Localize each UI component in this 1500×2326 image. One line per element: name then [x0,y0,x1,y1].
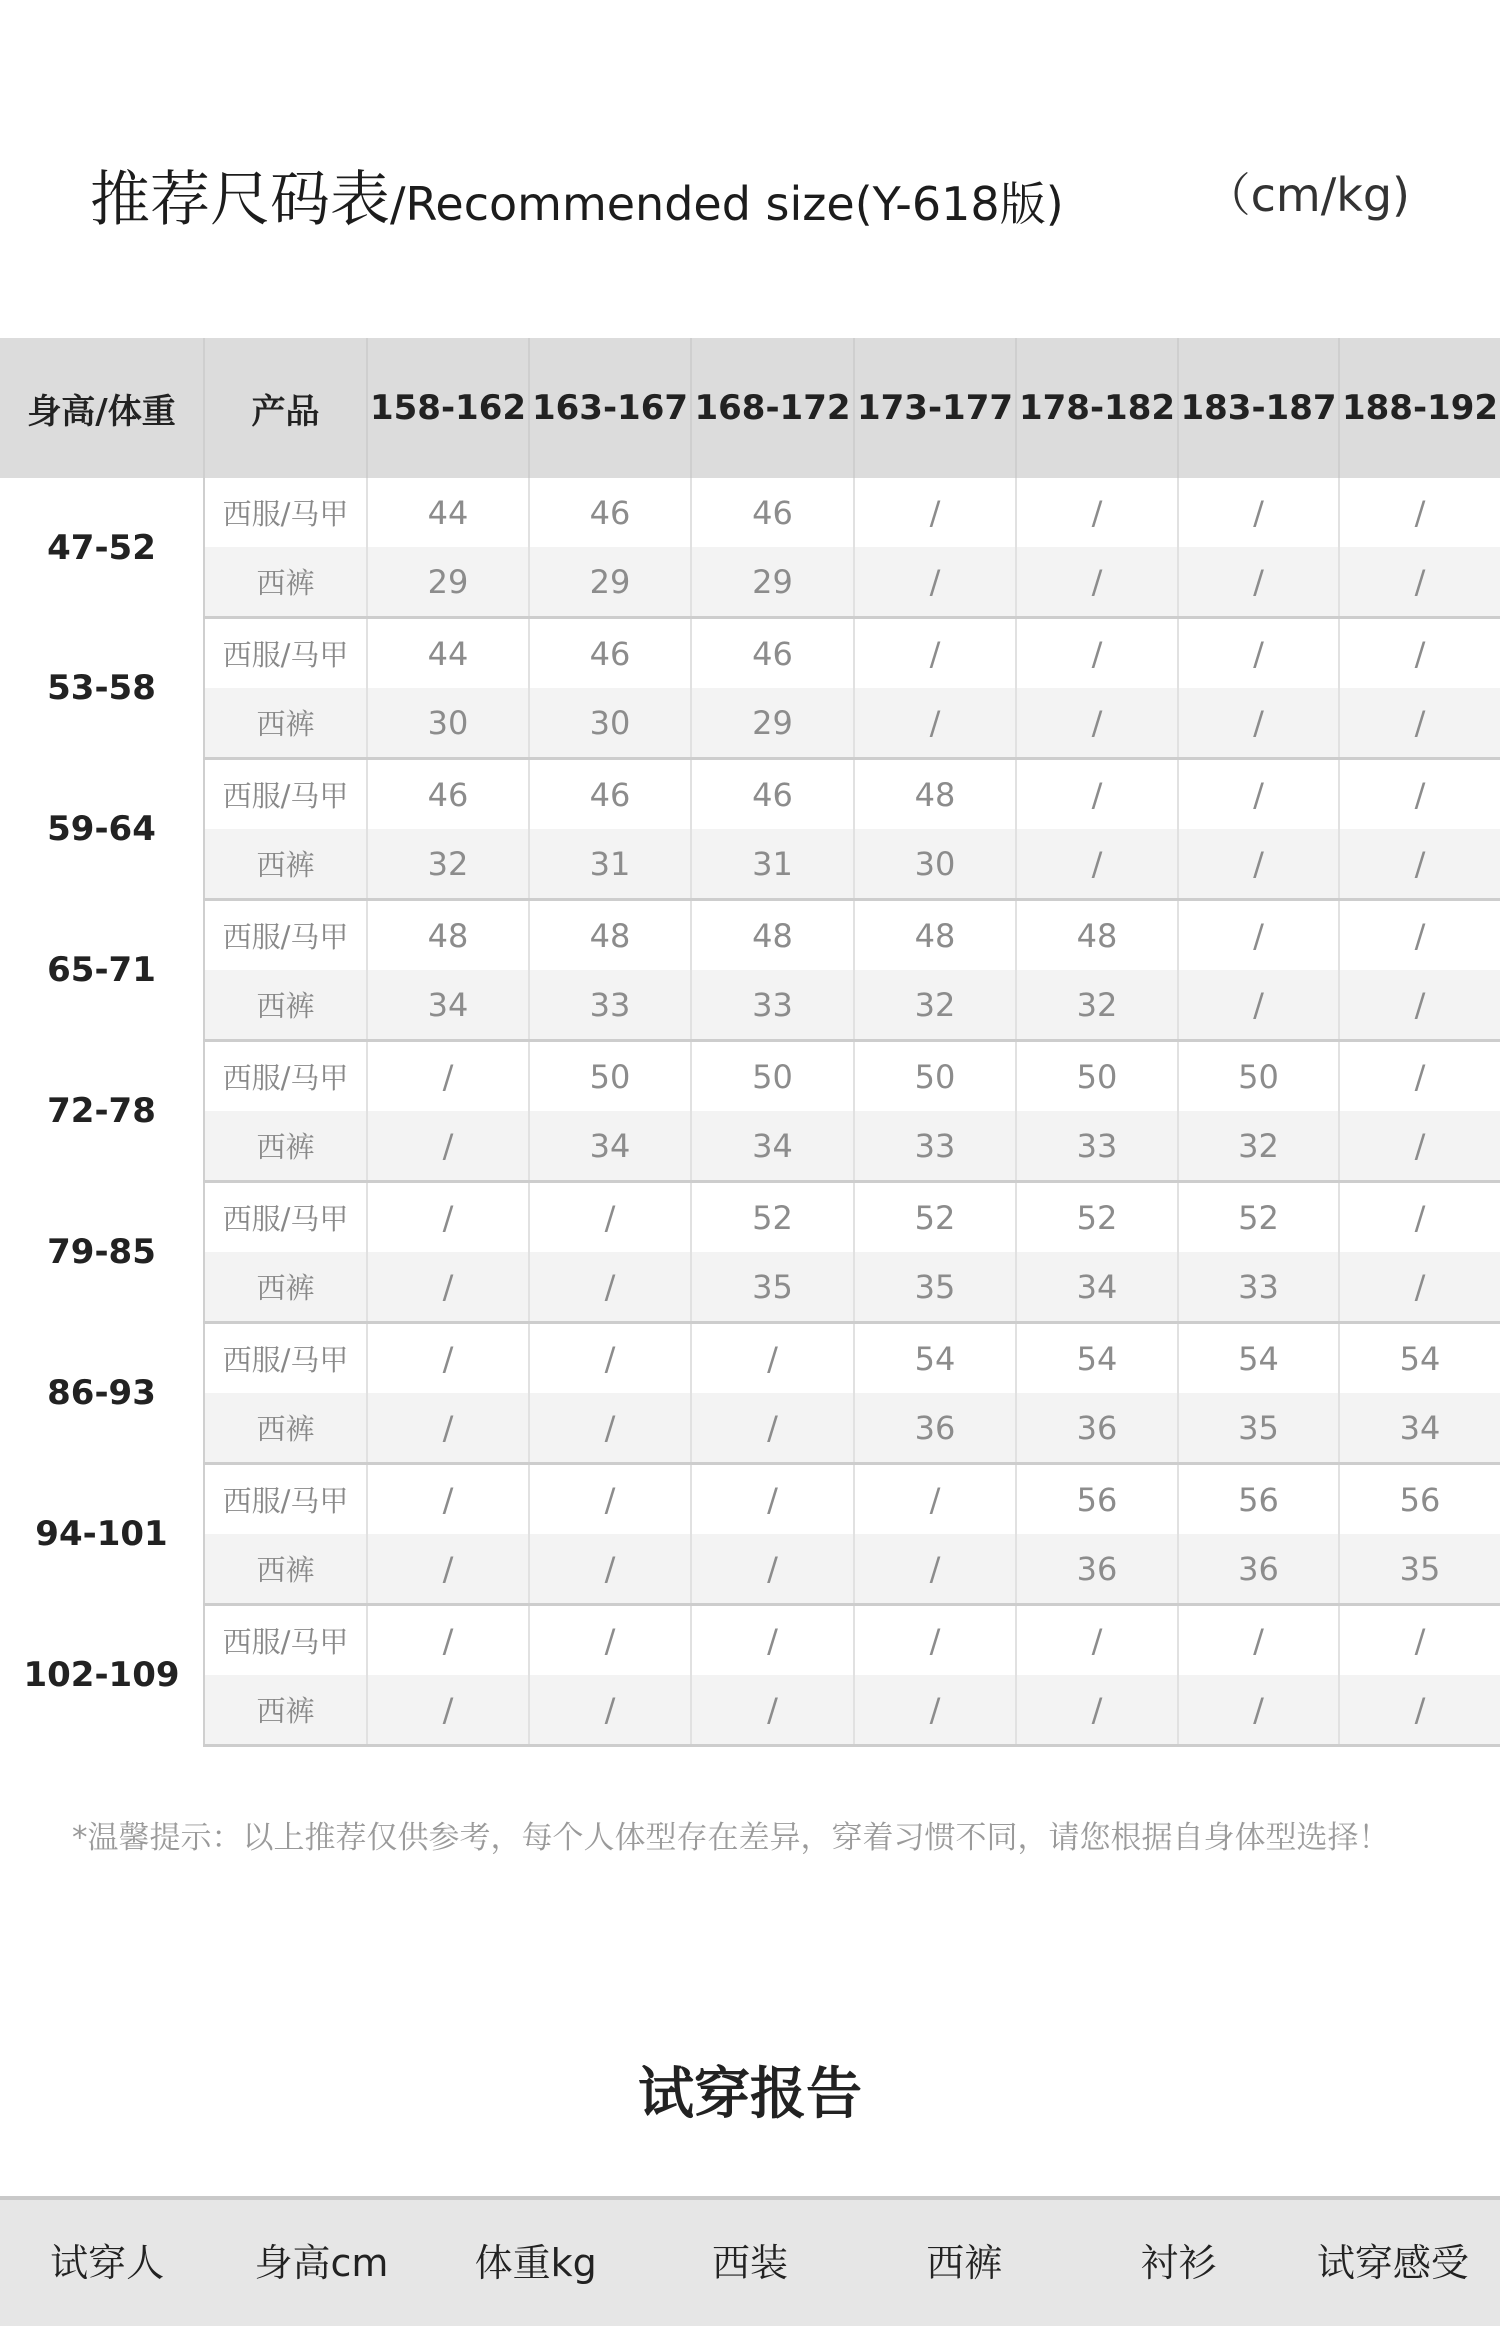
size-cell: 36 [1178,1534,1339,1605]
size-cell: / [1016,547,1178,618]
size-cell: / [529,1182,691,1253]
size-table-body [0,478,1500,1746]
size-cell: 56 [1016,1464,1178,1535]
size-cell: 34 [367,970,529,1041]
size-cell: 46 [529,759,691,830]
size-cell: 35 [854,1252,1016,1323]
table-row [0,618,1500,689]
table-row [0,1534,1500,1605]
size-cell: / [854,547,1016,618]
size-cell: / [529,1675,691,1746]
size-cell: / [367,1534,529,1605]
size-cell: / [1339,1252,1500,1323]
size-cell: / [529,1252,691,1323]
size-cell: 56 [1399,1480,1441,1519]
size-cell: / [1339,688,1500,759]
table-row [0,1323,1500,1394]
product-cell: 西裤 [204,1393,367,1464]
size-cell: / [1016,1675,1178,1746]
size-cell: 48 [691,900,854,971]
size-cell: 54 [1178,1323,1339,1394]
size-cell: / [1016,829,1178,900]
weight-cell: 79-85 [0,1182,204,1323]
product-cell: 西裤 [204,829,367,900]
table-row [0,970,1500,1041]
size-cell: / [529,1323,691,1394]
size-cell: 52 [854,1182,1016,1253]
unit-label: （cm/kg) [1204,168,1410,222]
table-row [0,829,1500,900]
report-column-header: 西裤 [926,2241,1003,2285]
size-cell: 35 [691,1252,854,1323]
size-cell: 48 [854,759,1016,830]
size-cell: 29 [691,688,854,759]
size-cell: 36 [854,1393,1016,1464]
report-column-header: 衬衫 [1140,2241,1217,2285]
size-cell: / [854,1675,1016,1746]
size-cell: 46 [367,759,529,830]
product-cell: 西服/马甲 [204,1182,367,1253]
report-column-header: 体重kg [474,2241,597,2285]
table-row [0,1182,1500,1253]
product-cell: 西裤 [204,1111,367,1182]
size-cell: 32 [367,829,529,900]
size-cell: 44 [367,478,529,547]
table-row [0,688,1500,759]
size-cell: / [367,1393,529,1464]
table-row [0,1605,1500,1676]
product-cell: 西服/马甲 [204,1041,367,1112]
report-column-header: 试穿人 [50,2241,165,2285]
size-cell: / [1178,970,1339,1041]
size-cell: / [1414,775,1426,814]
size-cell: 52 [1016,1182,1178,1253]
size-cell: / [367,1111,529,1182]
product-cell: 西服/马甲 [204,900,367,971]
size-cell: 50 [691,1041,854,1112]
size-cell: 32 [854,970,1016,1041]
page-title [90,150,1064,254]
size-cell: 36 [1016,1534,1178,1605]
size-cell: 54 [1399,1339,1441,1378]
size-cell: / [1339,1111,1500,1182]
height-header: 178-182 [1016,338,1178,478]
size-cell: 48 [854,900,1016,971]
size-cell: / [1178,1675,1339,1746]
report-column-header: 身高cm [254,2241,389,2285]
size-cell: / [529,1464,691,1535]
size-cell: / [1339,829,1500,900]
product-cell: 西裤 [204,688,367,759]
title-cn: 推荐尺码表 [90,165,390,235]
size-cell: / [1414,916,1426,955]
size-cell: / [691,1534,854,1605]
table-row [0,478,1500,547]
size-cell: / [1178,547,1339,618]
corner-header: 身高/体重 [0,338,204,478]
size-cell: / [1414,1621,1426,1660]
table-row [0,1464,1500,1535]
size-cell: / [691,1675,854,1746]
size-cell: / [1339,970,1500,1041]
size-cell: / [1016,1605,1178,1676]
size-table [0,338,1500,1747]
weight-cell: 65-71 [0,900,204,1041]
size-cell: 30 [854,829,1016,900]
size-cell: 33 [1016,1111,1178,1182]
product-cell: 西服/马甲 [204,1464,367,1535]
size-cell: 50 [1016,1041,1178,1112]
size-cell: / [1414,493,1426,532]
size-cell: / [1016,688,1178,759]
height-header: 183-187 [1178,338,1339,478]
size-cell: / [367,1182,529,1253]
size-cell: / [691,1323,854,1394]
size-cell: / [529,1393,691,1464]
product-cell: 西服/马甲 [204,1605,367,1676]
size-cell: / [1339,1675,1500,1746]
height-header: 163-167 [529,338,691,478]
weight-cell: 72-78 [0,1041,204,1182]
size-cell: 52 [691,1182,854,1253]
size-cell: 29 [691,547,854,618]
table-row [0,1111,1500,1182]
size-cell: / [854,1464,1016,1535]
size-cell: 34 [1339,1393,1500,1464]
size-cell: 44 [367,618,529,689]
size-cell: / [1016,618,1178,689]
size-cell: 50 [1178,1041,1339,1112]
size-cell: 30 [529,688,691,759]
size-cell: / [854,1605,1016,1676]
size-cell: 34 [1016,1252,1178,1323]
size-cell: / [1016,478,1178,547]
report-header [0,2196,1500,2326]
size-cell: / [1178,478,1339,547]
product-cell: 西裤 [204,1534,367,1605]
product-cell: 西裤 [204,547,367,618]
size-cell: 35 [1339,1534,1500,1605]
size-cell: 34 [529,1111,691,1182]
size-cell: / [1414,634,1426,673]
size-cell: / [367,1252,529,1323]
size-cell: 48 [367,900,529,971]
size-cell: / [854,688,1016,759]
size-cell: / [1178,618,1339,689]
size-cell: / [1016,759,1178,830]
size-cell: / [367,1323,529,1394]
note-text: *温馨提示：以上推荐仅供参考，每个人体型存在差异，穿着习惯不同，请您根据自身体型选择！ [72,1820,1390,1856]
title-row [0,150,1500,250]
size-cell: 35 [1178,1393,1339,1464]
size-cell: 36 [1016,1393,1178,1464]
size-cell: / [1178,688,1339,759]
height-header: 158-162 [367,338,529,478]
size-cell: / [1339,547,1500,618]
size-cell: 29 [529,547,691,618]
size-cell: / [367,1675,529,1746]
product-cell: 西服/马甲 [204,1323,367,1394]
size-cell: 52 [1178,1182,1339,1253]
size-cell: 31 [529,829,691,900]
size-cell: / [367,1464,529,1535]
size-cell: / [1178,759,1339,830]
table-row [0,900,1500,971]
report-column-header: 试穿感受 [1316,2241,1469,2285]
product-cell: 西服/马甲 [204,478,367,547]
size-cell: / [691,1605,854,1676]
product-header: 产品 [204,338,367,478]
size-cell: 54 [1016,1323,1178,1394]
size-cell: 32 [1016,970,1178,1041]
size-cell: 33 [854,1111,1016,1182]
size-cell: / [691,1464,854,1535]
size-cell: 30 [367,688,529,759]
title-en: /Recommended size(Y-618版) [390,177,1064,231]
size-cell: / [1178,900,1339,971]
size-cell: / [529,1605,691,1676]
table-row [0,1393,1500,1464]
size-cell: 46 [691,478,854,547]
size-cell: 31 [691,829,854,900]
size-cell: 48 [529,900,691,971]
size-cell: 48 [1016,900,1178,971]
size-cell: / [1178,829,1339,900]
weight-cell: 59-64 [0,759,204,900]
size-cell: / [854,1534,1016,1605]
product-cell: 西裤 [204,970,367,1041]
product-cell: 西服/马甲 [204,618,367,689]
weight-cell: 86-93 [0,1323,204,1464]
table-row [0,759,1500,830]
weight-cell: 102-109 [0,1605,204,1746]
size-cell: 32 [1178,1111,1339,1182]
size-cell: 46 [529,478,691,547]
weight-cell: 47-52 [0,478,204,618]
weight-cell: 53-58 [0,618,204,759]
report-title: 试穿报告 [638,2062,862,2127]
size-cell: 33 [529,970,691,1041]
size-cell: 46 [691,618,854,689]
report-column-header: 西装 [711,2241,788,2285]
size-cell: / [1178,1605,1339,1676]
size-cell: / [367,1041,529,1112]
table-row [0,1252,1500,1323]
size-cell: 46 [529,618,691,689]
table-row [0,1675,1500,1746]
size-cell: 54 [854,1323,1016,1394]
size-cell: / [1414,1198,1426,1237]
height-header: 168-172 [691,338,854,478]
size-cell: 29 [367,547,529,618]
size-cell: 50 [854,1041,1016,1112]
size-table-header [0,338,1500,478]
size-cell: 34 [691,1111,854,1182]
product-cell: 西裤 [204,1675,367,1746]
product-cell: 西服/马甲 [204,759,367,830]
product-cell: 西裤 [204,1252,367,1323]
size-cell: 56 [1178,1464,1339,1535]
height-header: 188-192 [1339,338,1500,478]
size-cell: / [854,478,1016,547]
size-cell: 33 [1178,1252,1339,1323]
size-cell: / [529,1534,691,1605]
table-row [0,547,1500,618]
size-cell: / [1414,1057,1426,1096]
size-cell: 46 [691,759,854,830]
size-cell: 33 [691,970,854,1041]
weight-cell: 94-101 [0,1464,204,1605]
size-cell: / [367,1605,529,1676]
table-row [0,1041,1500,1112]
size-cell: / [691,1393,854,1464]
size-cell: / [854,618,1016,689]
size-cell: 50 [529,1041,691,1112]
height-header: 173-177 [854,338,1016,478]
